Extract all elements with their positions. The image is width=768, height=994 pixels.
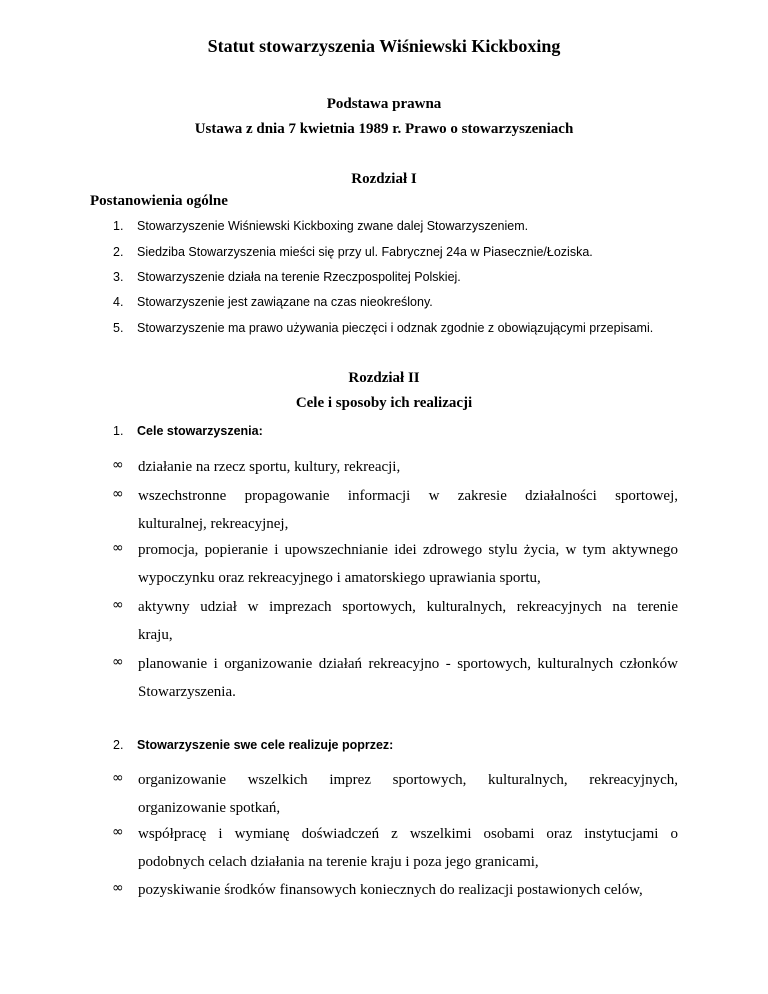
document-title: Statut stowarzyszenia Wiśniewski Kickboxing <box>207 36 561 56</box>
bullet-text: aktywny udział w imprezach sportowych, kulturalnych, rekreacyjnych na terenie kraju, <box>138 599 678 643</box>
list-item-number: 4. <box>113 295 124 309</box>
list-item-text: Stowarzyszenie Wiśniewski Kickboxing zwane dalej Stowarzyszeniem. <box>137 219 529 233</box>
infinity-bullet-icon: ∞ <box>112 770 124 786</box>
bullet-text: organizowanie wszelkich imprez sportowych, kulturalnych, rekreacyjnych, organizowanie spotkań, <box>138 772 678 816</box>
list-item-number: 3. <box>113 270 124 284</box>
section-label: Stowarzyszenie swe cele realizuje poprzez: <box>137 738 394 752</box>
infinity-bullet-icon: ∞ <box>112 654 124 670</box>
infinity-bullet-icon: ∞ <box>112 457 124 473</box>
bullet-text: planowanie i organizowanie działań rekreacyjno - sportowych, kulturalnych członków Stowarzyszenia. <box>138 656 678 700</box>
list-item-text: Siedziba Stowarzyszenia mieści się przy ul. Fabrycznej 24a w Piasecznie/Łoziska. <box>137 245 593 259</box>
list-item-number: 5. <box>113 321 124 335</box>
bullet-text: współpracę i wymianę doświadczeń z wszelkimi osobami oraz instytucjami o podobnych celach działania na terenie kraju i poza jego granicami, <box>138 826 678 870</box>
bullet-text: promocja, popieranie i upowszechnianie idei zdrowego stylu życia, w tym aktywnego wypoczynku oraz rekreacyjnego i amatorskiego uprawiania sportu, <box>138 542 678 586</box>
infinity-bullet-icon: ∞ <box>112 597 124 613</box>
infinity-bullet-icon: ∞ <box>112 486 124 502</box>
infinity-bullet-icon: ∞ <box>112 824 124 840</box>
bullet-text: wszechstronne propagowanie informacji w zakresie działalności sportowej, kulturalnej, rekreacyjnej, <box>138 488 678 532</box>
chapter1-subheading: Postanowienia ogólne <box>90 193 228 209</box>
list-item-text: Stowarzyszenie działa na terenie Rzeczpospolitej Polskiej. <box>137 270 461 284</box>
list-item-number: 2. <box>113 245 124 259</box>
chapter2-heading: Rozdział II <box>348 370 420 386</box>
chapter1-heading: Rozdział I <box>351 171 417 187</box>
infinity-bullet-icon: ∞ <box>112 540 124 556</box>
section-number: 2. <box>113 738 124 752</box>
bullet-text: działanie na rzecz sportu, kultury, rekreacji, <box>138 459 401 475</box>
section-number: 1. <box>113 424 124 438</box>
list-item-text: Stowarzyszenie ma prawo używania pieczęci i odznak zgodnie z obowiązującymi przepisami. <box>137 321 654 335</box>
infinity-bullet-icon: ∞ <box>112 880 124 896</box>
bullet-text: pozyskiwanie środków finansowych koniecznych do realizacji postawionych celów, <box>138 882 643 898</box>
list-item-text: Stowarzyszenie jest zawiązane na czas nieokreślony. <box>137 295 433 309</box>
section-label: Cele stowarzyszenia: <box>137 424 263 438</box>
legal-basis-act: Ustawa z dnia 7 kwietnia 1989 r. Prawo o stowarzyszeniach <box>194 121 574 137</box>
legal-basis-heading: Podstawa prawna <box>326 96 442 112</box>
chapter2-subheading: Cele i sposoby ich realizacji <box>295 395 473 411</box>
list-item-number: 1. <box>113 219 124 233</box>
